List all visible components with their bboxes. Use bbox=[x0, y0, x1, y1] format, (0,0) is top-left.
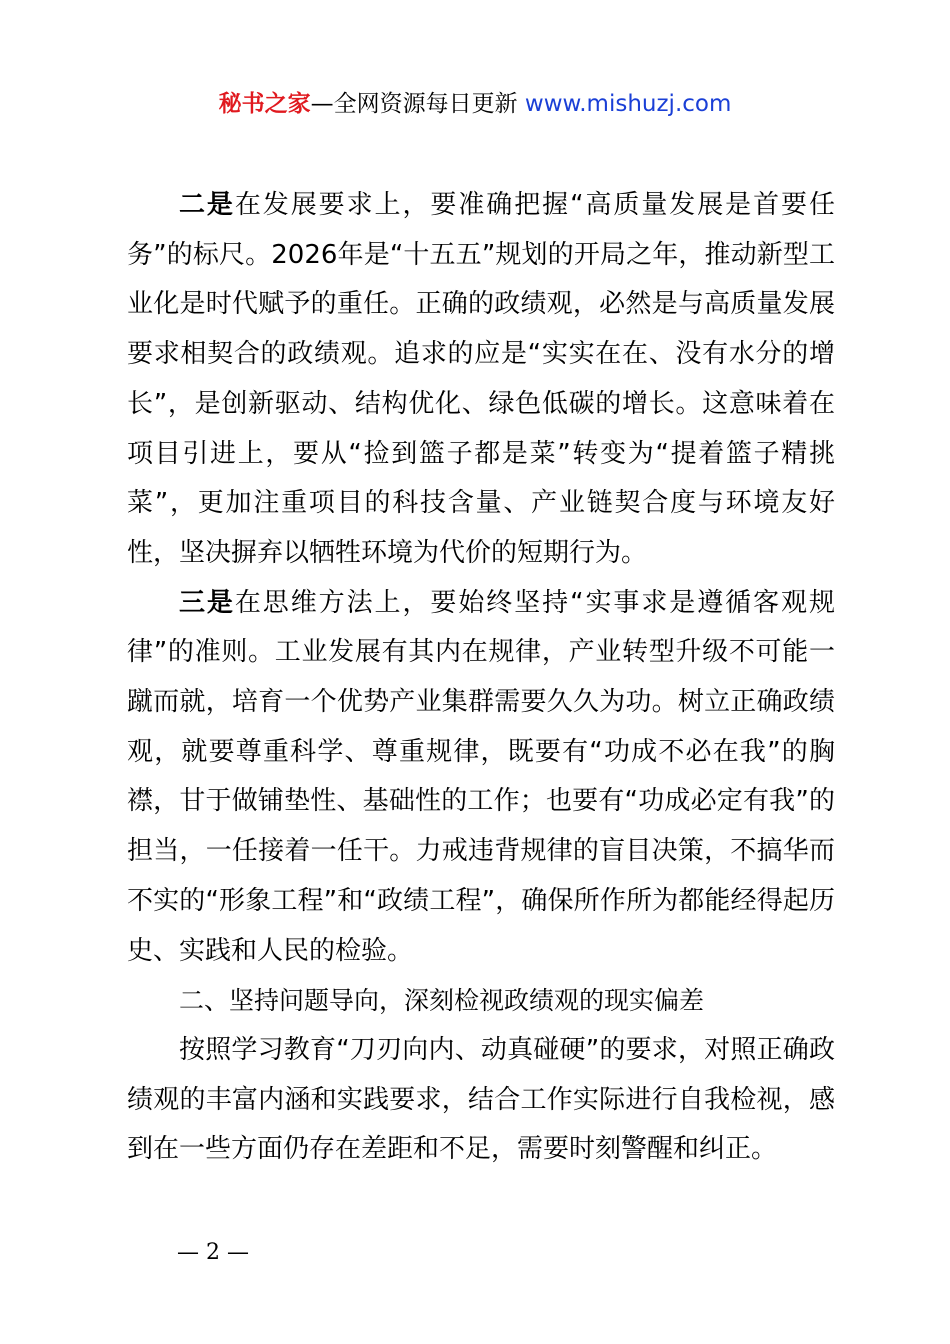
paragraph-text: 在思维方法上，要始终坚持“实事求是遵循客观规律”的准则。工业发展有其内在规律，产业转型升级不可能一蹴而就，培育一个优势产业集群需要久久为功。树立正确政绩观，就要尊重科学、尊重规律，既要有“功成不必在我”的胸襟，甘于做铺垫性、基础性的工作；也要有“功成必定有我”的担当，一任接着一任干。力戒违背规律的盲目决策，不搞华而不实的“形象工程”和“政绩工程”，确保所作所为都能经得起历史、实践和人民的检验。 bbox=[127, 587, 835, 966]
paragraph-lead: 三是 bbox=[179, 587, 235, 618]
paragraph-third-point bbox=[127, 579, 835, 977]
brand-name: 秘书之家 bbox=[218, 91, 311, 117]
site-url[interactable]: www.mishuzj.com bbox=[524, 91, 732, 117]
section-heading: 二、坚持问题导向，深刻检视政绩观的现实偏差 bbox=[179, 986, 705, 1016]
document-body bbox=[127, 181, 835, 1175]
paragraph-second-point bbox=[127, 181, 835, 579]
page-number: — 2 — bbox=[177, 1240, 249, 1265]
paragraph-lead: 二是 bbox=[179, 190, 235, 220]
paragraph-text: 在发展要求上，要准确把握“高质量发展是首要任务”的标尺。2026年是“十五五”规划的开局之年，推动新型工业化是时代赋予的重任。正确的政绩观，必然是与高质量发展要求相契合的政绩观。追求的应是“实实在在、没有水分的增长”，是创新驱动、结构优化、绿色低碳的增长。这意味着在项目引进上，要从“捡到篮子都是菜”转变为“提着篮子精挑菜”，更加注重项目的科技含量、产业链契合度与环境友好性，坚决摒弃以牺牲环境为代价的短期行为。 bbox=[127, 190, 835, 568]
site-header bbox=[0, 86, 950, 122]
header-slogan: —全网资源每日更新 bbox=[310, 91, 518, 117]
closing-paragraph: 按照学习教育“刀刃向内、动真碰硬”的要求，对照正确政绩观的丰富内涵和实践要求，结合工作实际进行自我检视，感到在一些方面仍存在差距和不足，需要时刻警醒和纠正。 bbox=[127, 1034, 835, 1165]
